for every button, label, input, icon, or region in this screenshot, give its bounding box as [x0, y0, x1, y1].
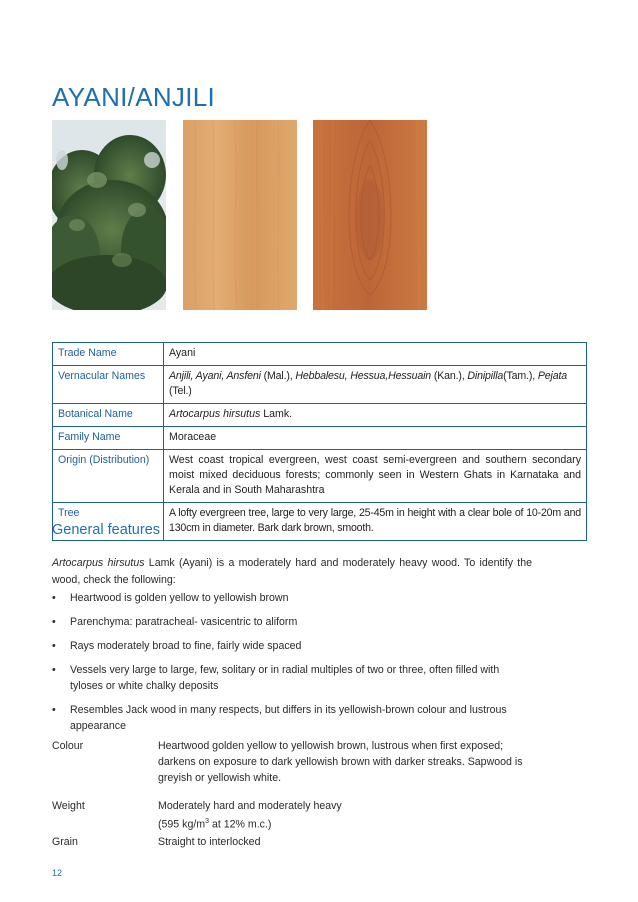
table-row — [53, 427, 587, 450]
general-intro: Artocarpus hirsutus Lamk (Ayani) is a moderately hard and moderately heavy wood. To identify the wood, check the following: — [52, 557, 532, 586]
wood-sample-figured — [313, 120, 427, 310]
colour-value: Heartwood golden yellow to yellowish brown, lustrous when first exposed; darkens on exposure to dark yellowish brown with darker streaks. Sapwood is greyish or yellowish white. — [158, 740, 523, 784]
bullet-icon: • — [52, 616, 56, 628]
wood-sample-plain — [183, 120, 297, 310]
origin-label: Origin (Distribution) — [53, 450, 164, 503]
trade-name-label: Trade Name — [53, 343, 164, 366]
origin-value: West coast tropical evergreen, west coast semi-evergreen and southern secondary moist mixed deciduous forests; commonly seen in Western Ghats in Karnataka and Kerala and in South Maharashtra — [164, 450, 587, 503]
list-item: • Heartwood is golden yellow to yellowish brown — [52, 592, 289, 604]
list-item: • Rays moderately broad to fine, fairly wide spaced — [52, 640, 302, 652]
weight-value: Moderately hard and moderately heavy (595 $kg/m^3$ at 12% m.c.) — [158, 800, 342, 831]
list-item: • Vessels very large to large, few, solitary or in radial multiples of two or three, often filled with tyloses or white chalky deposits — [52, 664, 500, 692]
list-item: • Parenchyma: paratracheal- vasicentric to aliform — [52, 616, 298, 628]
tree-label: Tree — [53, 503, 164, 541]
botanical-value: Artocarpus hirsutus Lamk. — [164, 404, 587, 427]
grain-label: Grain — [52, 836, 78, 848]
features-list — [52, 590, 532, 742]
grain-property — [52, 834, 532, 850]
colour-label: Colour — [52, 740, 84, 752]
tree-value: A lofty evergreen tree, large to very large, 25-45m in height with a clear bole of 10-20m and 130cm in diameter. Bark dark brown, smooth. — [164, 503, 587, 541]
page-number: 12 — [52, 868, 63, 878]
family-label: Family Name — [53, 427, 164, 450]
colour-property — [52, 738, 532, 786]
vernacular-label: Vernacular Names — [53, 366, 164, 404]
family-value: Moraceae — [164, 427, 587, 450]
bullet-icon: • — [52, 592, 56, 604]
grain-value: Straight to interlocked — [158, 836, 261, 848]
tree-photo — [52, 120, 166, 310]
trade-name-value: Ayani — [164, 343, 587, 366]
list-item: • Resembles Jack wood in many respects, but differs in its yellowish-brown colour and lustrous appearance — [52, 704, 507, 732]
general-features-heading: General features — [52, 522, 161, 538]
bullet-icon: • — [52, 664, 56, 676]
bullet-icon: • — [52, 704, 56, 716]
table-row — [53, 450, 587, 503]
table-row — [53, 366, 587, 404]
vernacular-value: Anjili, Ayani, Ansfeni (Mal.), Hebbalesu, Hessua,Hessuain (Kan.), Dinipilla(Tam.), Pejata (Tel.) — [164, 366, 587, 404]
bullet-icon: • — [52, 640, 56, 652]
botanical-label: Botanical Name — [53, 404, 164, 427]
table-row — [53, 343, 587, 366]
table-row — [53, 404, 587, 427]
timber-info-table — [52, 342, 587, 541]
weight-label: Weight — [52, 800, 85, 812]
page-title: AYANI/ANJILI — [52, 82, 216, 112]
weight-property — [52, 798, 532, 833]
